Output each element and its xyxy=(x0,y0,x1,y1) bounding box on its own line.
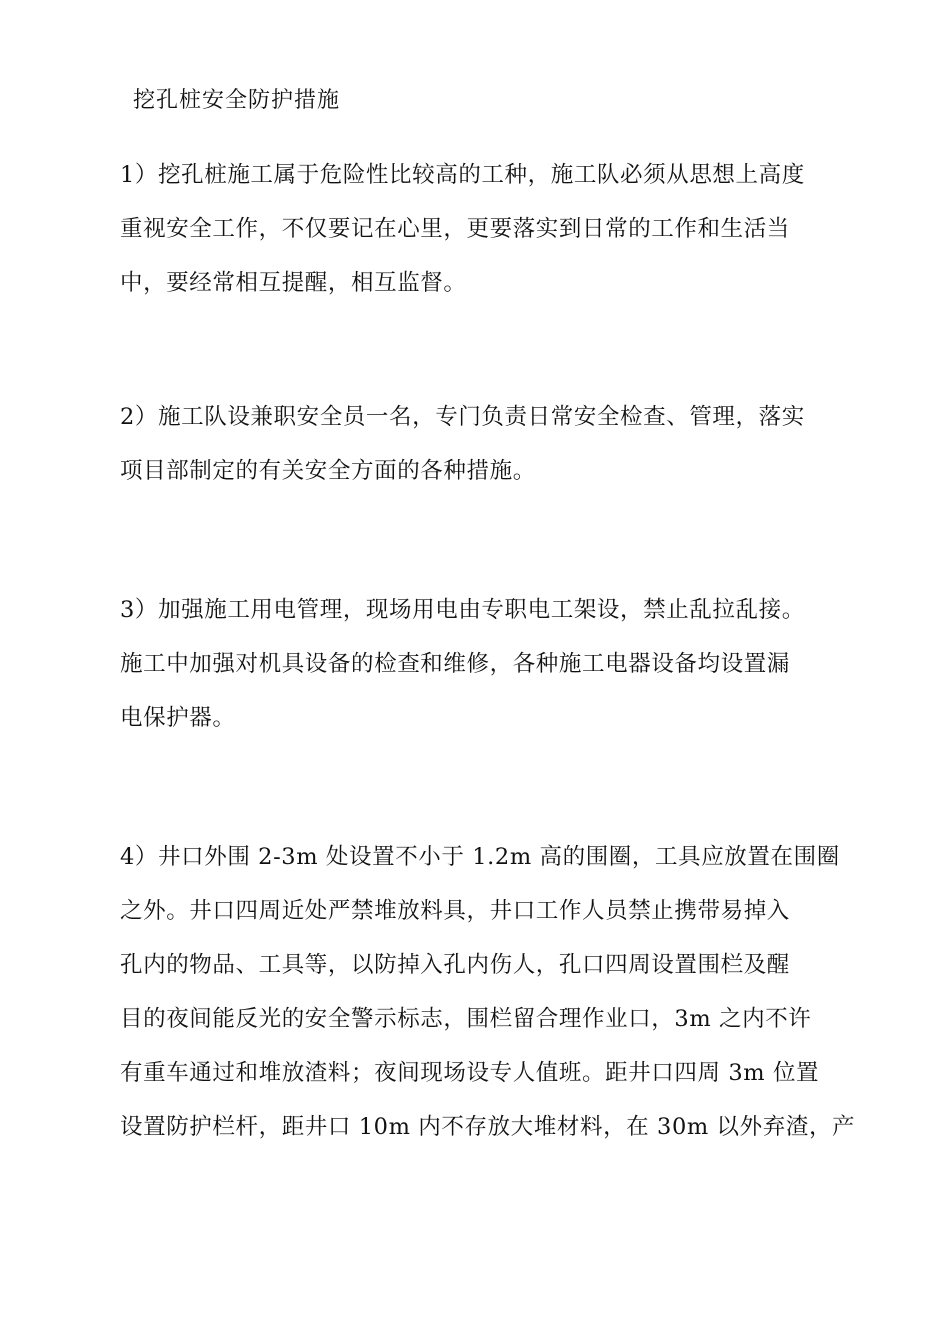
paragraph-1 xyxy=(120,148,830,310)
paragraph-line: 重视安全工作，不仅要记在心里，更要落实到日常的工作和生活当 xyxy=(120,216,790,242)
paragraph-line: 中，要经常相互提醒，相互监督。 xyxy=(120,270,467,296)
paragraph-line: 之外。井口四周近处严禁堆放料具，井口工作人员禁止携带易掉入 xyxy=(120,898,790,924)
paragraph-line: 2）施工队设兼职安全员一名，专门负责日常安全检查、管理，落实 xyxy=(120,404,805,430)
paragraph-line: 有重车通过和堆放渣料；夜间现场设专人值班。距井口四周 3m 位置 xyxy=(120,1060,820,1086)
paragraph-line: 项目部制定的有关安全方面的各种措施。 xyxy=(120,458,536,484)
paragraph-line: 4）井口外围 2-3m 处设置不小于 1.2m 高的围圈，工具应放置在围圈 xyxy=(120,844,840,870)
paragraph-4 xyxy=(120,830,856,1154)
paragraph-line: 1）挖孔桩施工属于危险性比较高的工种，施工队必须从思想上高度 xyxy=(120,162,805,188)
paragraph-2 xyxy=(120,390,830,498)
paragraph-3 xyxy=(120,583,830,745)
paragraph-line: 施工中加强对机具设备的检查和维修，各种施工电器设备均设置漏 xyxy=(120,651,790,677)
paragraph-line: 3）加强施工用电管理，现场用电由专职电工架设，禁止乱拉乱接。 xyxy=(120,597,805,623)
paragraph-line: 孔内的物品、工具等，以防掉入孔内伤人，孔口四周设置围栏及醒 xyxy=(120,952,790,978)
paragraph-line: 设置防护栏杆，距井口 10m 内不存放大堆材料，在 30m 以外弃渣，产 xyxy=(120,1114,856,1140)
document-title: 挖孔桩安全防护措施 xyxy=(133,88,341,113)
paragraph-line: 电保护器。 xyxy=(120,705,236,731)
paragraph-line: 目的夜间能反光的安全警示标志，围栏留合理作业口，3m 之内不许 xyxy=(120,1006,812,1032)
